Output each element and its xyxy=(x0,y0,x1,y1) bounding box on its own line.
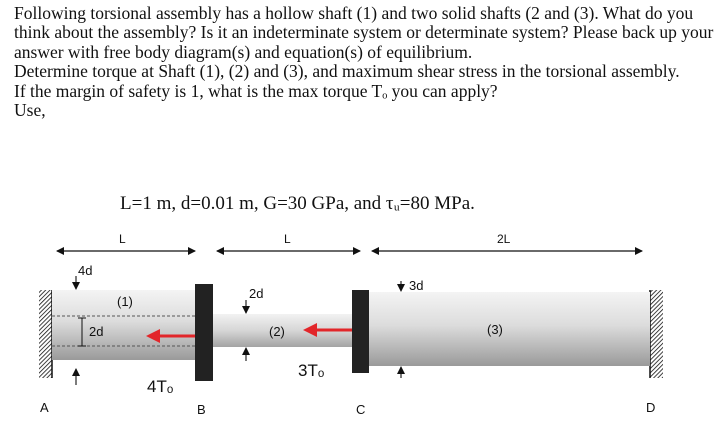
given-parameters: L=1 m, d=0.01 m, G=30 GPa, and τᵤ=80 MPa. xyxy=(120,193,475,214)
point-label-d: D xyxy=(646,400,656,415)
fixed-wall-left xyxy=(39,290,52,378)
length-label-3: 2L xyxy=(497,232,511,246)
problem-paragraph-2: Determine torque at Shaft (1), (2) and (3), and maximum shear stress in the torsional assembly. xyxy=(14,61,680,82)
dim-label-4d: 4d xyxy=(78,263,93,278)
length-dimension-2 xyxy=(217,232,360,251)
length-label-1: L xyxy=(119,232,126,246)
point-label-a: A xyxy=(40,400,49,415)
point-label-c: C xyxy=(356,402,366,417)
shaft-label-2: (2) xyxy=(269,324,285,339)
dim-label-2d: 2d xyxy=(249,286,264,301)
torque-label-4to: 4Tₒ xyxy=(147,377,174,396)
flange-b xyxy=(195,284,213,381)
length-label-2: L xyxy=(284,232,291,246)
length-dimension-1 xyxy=(57,232,195,251)
shaft-label-1: (1) xyxy=(117,294,133,309)
dim-label-2d-inner: 2d xyxy=(89,324,104,339)
dim-label-3d: 3d xyxy=(409,278,424,293)
problem-paragraph-3: If the margin of safety is 1, what is the max torque Tₒ you can apply? xyxy=(14,80,498,101)
shaft-label-3: (3) xyxy=(487,322,503,337)
fixed-wall-right xyxy=(650,290,663,378)
flange-c xyxy=(352,290,369,373)
shaft-3 xyxy=(369,292,650,366)
point-label-b: B xyxy=(197,402,206,417)
problem-paragraph-4: Use, xyxy=(14,100,46,121)
length-dimension-3 xyxy=(372,232,642,251)
torque-label-3to: 3Tₒ xyxy=(298,361,325,380)
problem-paragraph-1: Following torsional assembly has a hollow shaft (1) and two solid shafts (2 and (3). What do you think about the assembly? Is it an indeterminate system or determinate system? Please back up your answer with free body diagram(s) and equation(s) of equilibrium. xyxy=(14,3,714,62)
